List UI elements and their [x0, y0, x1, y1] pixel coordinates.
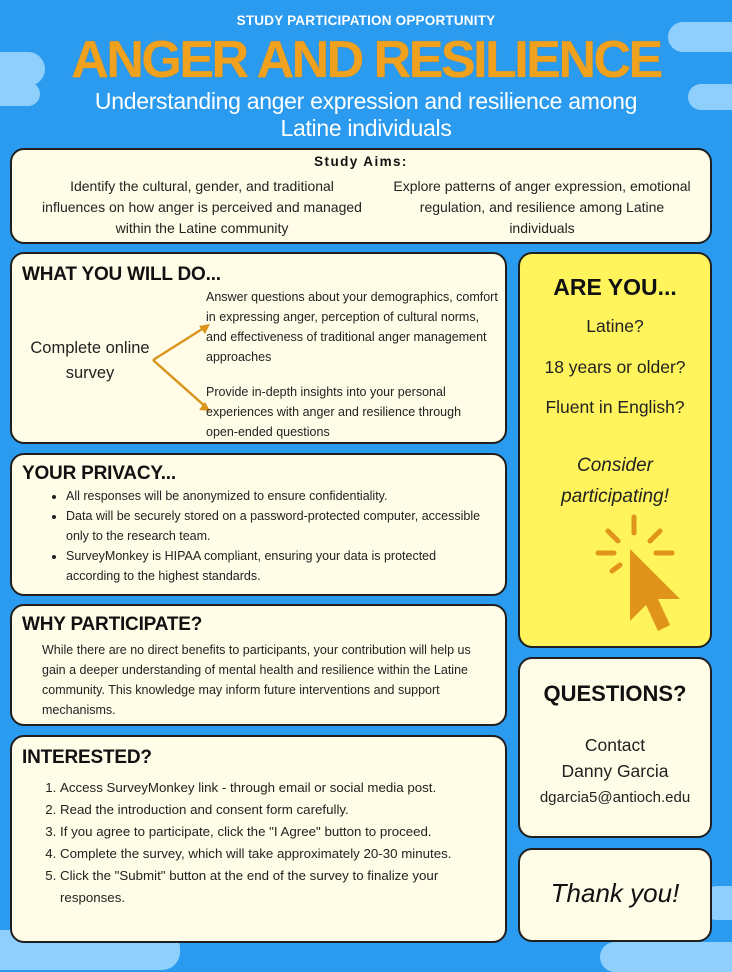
study-aims-card: [10, 148, 712, 244]
survey-item-1: Answer questions about your demographics, comfort in expressing anger, perception of cultural norms, and effectiveness of traditional anger management approaches: [206, 290, 498, 364]
privacy-bullet: • Data will be securely stored on a password-protected computer, accessible only to the research team.: [66, 506, 486, 546]
privacy-bullet: • SurveyMonkey is HIPAA compliant, ensuring your data is protected according to the highest standards.: [66, 546, 486, 586]
what-you-will-do-card: [10, 252, 507, 444]
decor-shape: [600, 942, 732, 972]
consider-participating: Consider participating!: [561, 455, 669, 507]
page-subtitle: Understanding anger expression and resilience among Latine individuals: [94, 88, 638, 141]
contact-label: Contact: [584, 735, 646, 755]
eligibility-q3: Fluent in English?: [545, 397, 685, 417]
contact-name: Danny Garcia: [561, 761, 669, 781]
questions-heading: QUESTIONS?: [543, 681, 687, 706]
eligibility-heading: ARE YOU...: [553, 274, 677, 300]
eligibility-q1: Latine?: [586, 316, 644, 336]
survey-item-2: Provide in-depth insights into your personal experiences with anger and resilience through open-ended questions: [206, 385, 462, 439]
why-participate-text: While there are no direct benefits to participants, your contribution will help us gain a deeper understanding of mental health and resilience within the Latine community. This knowledge may inform future interventions and support mechanisms.: [42, 643, 471, 717]
cursor-click-icon: [590, 509, 690, 639]
why-participate-card: [10, 604, 507, 726]
step-item: 1. Access SurveyMonkey link - through email or social media post.: [60, 777, 500, 799]
study-aims-heading: Study Aims:: [314, 154, 408, 169]
survey-task: Complete online survey: [30, 339, 150, 382]
step-item: 5. Click the "Submit" button at the end of the survey to finalize your responses.: [60, 865, 500, 909]
study-aim-left: Identify the cultural, gender, and traditional influences on how anger is perceived and managed within the Latine community: [42, 178, 362, 236]
privacy-card: [10, 453, 507, 596]
page-title: ANGER AND RESILIENCE: [71, 31, 661, 89]
thank-you-card: [518, 848, 712, 942]
what-you-will-do-heading: WHAT YOU WILL DO...: [22, 264, 221, 285]
privacy-bullet: • All responses will be anonymized to ensure confidentiality.: [66, 486, 486, 506]
questions-card: [518, 657, 712, 838]
eligibility-q2: 18 years or older?: [544, 357, 686, 377]
privacy-heading: YOUR PRIVACY...: [22, 463, 176, 484]
privacy-list: [50, 486, 486, 586]
why-participate-heading: WHY PARTICIPATE?: [22, 614, 203, 635]
interested-card: [10, 735, 507, 943]
thank-you-text: Thank you!: [550, 878, 680, 908]
step-item: 4. Complete the survey, which will take approximately 20-30 minutes.: [60, 843, 500, 865]
interested-steps: [20, 777, 500, 909]
step-item: 2. Read the introduction and consent form carefully.: [60, 799, 500, 821]
header-kicker: STUDY PARTICIPATION OPPORTUNITY: [236, 13, 496, 28]
step-item: 3. If you agree to participate, click the "I Agree" button to proceed.: [60, 821, 500, 843]
study-aim-right: Explore patterns of anger expression, emotional regulation, and resilience among Latine individuals: [393, 178, 691, 236]
interested-heading: INTERESTED?: [22, 747, 152, 768]
contact-email[interactable]: dgarcia5@antioch.edu: [539, 789, 691, 806]
eligibility-card: [518, 252, 712, 648]
